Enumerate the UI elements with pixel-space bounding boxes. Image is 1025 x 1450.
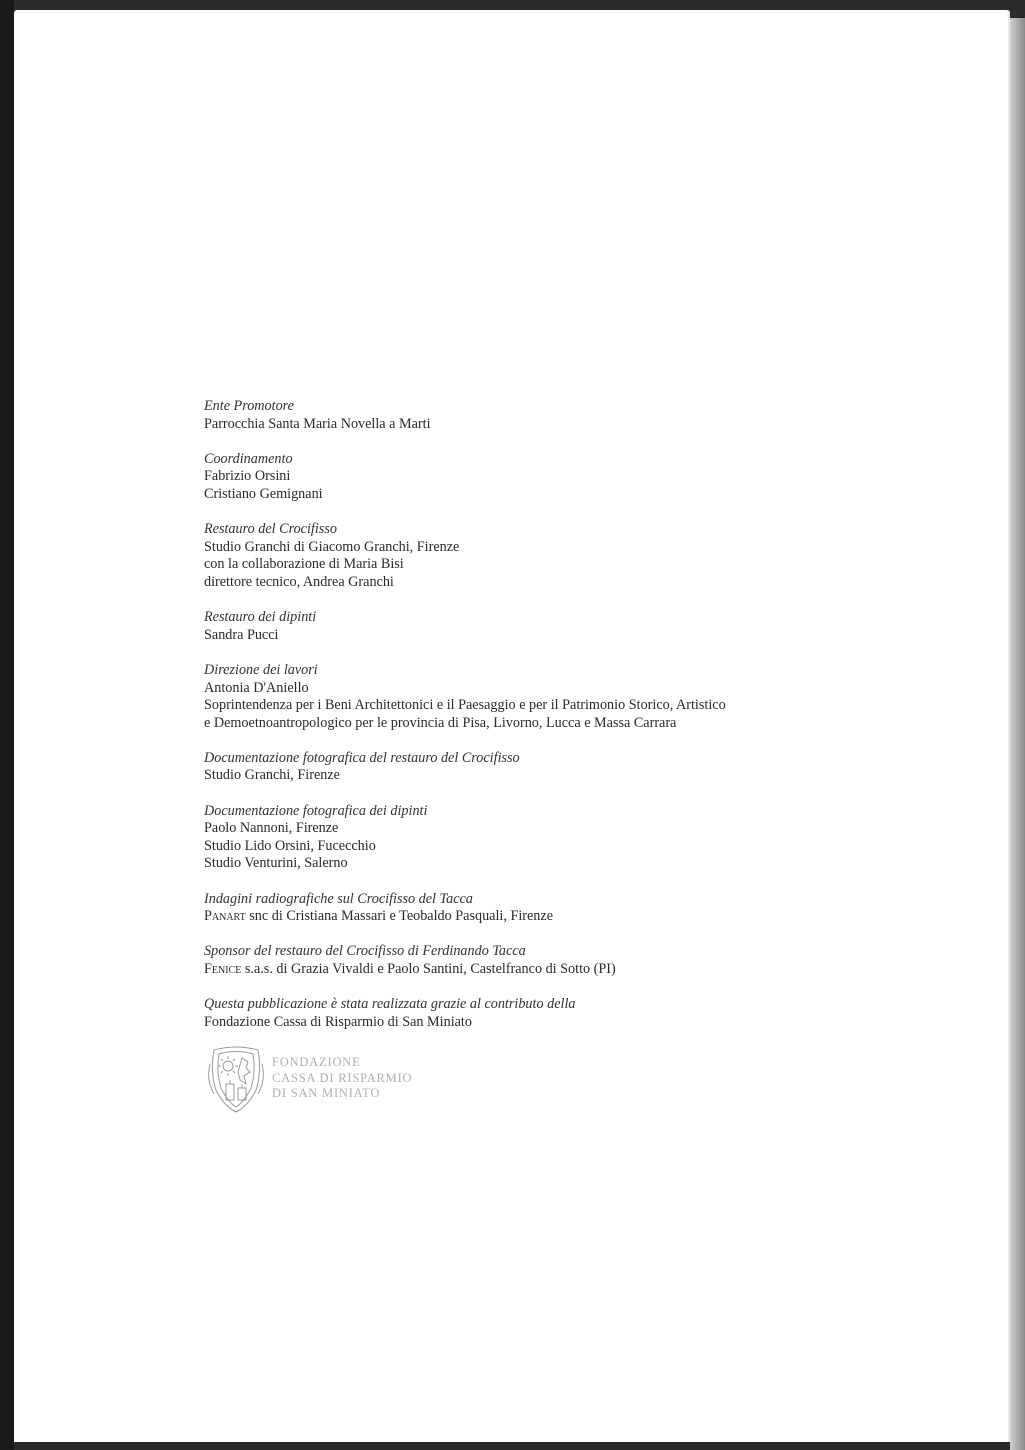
credit-pubblicazione [204, 996, 904, 1031]
credit-line: Fabrizio Orsini [204, 468, 291, 485]
credit-line: Studio Granchi di Giacomo Granchi, Firenze [204, 538, 460, 555]
credit-role: Documentazione fotografica del restauro del Crocifisso [204, 749, 520, 766]
credit-role: Coordinamento [204, 450, 293, 467]
company-name: Fenice [204, 961, 242, 977]
credit-role: Indagini radiografiche sul Crocifisso del Tacca [204, 890, 473, 907]
foundation-logo-text [272, 1055, 412, 1102]
scan-left-edge [0, 0, 14, 1450]
credit-line: Studio Granchi, Firenze [204, 767, 340, 784]
credit-line: Antonia D'Aniello [204, 679, 309, 696]
credit-line: con la collaborazione di Maria Bisi [204, 556, 404, 573]
credit-role: Questa pubblicazione è stata realizzata grazie al contributo della [204, 996, 576, 1013]
credits-list [204, 398, 904, 1049]
credit-line: Fondazione Cassa di Risparmio di San Miniato [204, 1013, 472, 1030]
credit-sponsor [204, 943, 904, 978]
credit-role: Sponsor del restauro del Crocifisso di Ferdinando Tacca [204, 943, 526, 960]
credit-line: direttore tecnico, Andrea Granchi [204, 573, 394, 590]
credit-documentazione-dipinti [204, 803, 904, 873]
company-detail: s.a.s. di Grazia Vivaldi e Paolo Santini, Castelfranco di Sotto (PI) [241, 961, 616, 977]
credit-line: Sandra Pucci [204, 626, 279, 643]
credit-line: Paolo Nannoni, Firenze [204, 820, 339, 837]
credit-role: Restauro del Crocifisso [204, 521, 337, 538]
credit-coordinamento [204, 451, 904, 504]
foundation-logo [206, 1044, 412, 1114]
credit-ente-promotore [204, 398, 904, 433]
crest-icon [206, 1044, 266, 1114]
company-detail: snc di Cristiana Massari e Teobaldo Pasquali, Firenze [245, 908, 553, 925]
logo-line: CASSA DI RISPARMIO [272, 1070, 413, 1085]
credit-line: Studio Venturini, Salerno [204, 855, 348, 872]
credit-line: Studio Lido Orsini, Fucecchio [204, 837, 376, 854]
credit-role: Documentazione fotografica dei dipinti [204, 802, 428, 819]
credit-restauro-dipinti [204, 609, 904, 644]
credit-line: Soprintendenza per i Beni Architettonici e il Paesaggio e per il Patrimonio Storico, Artistico [204, 697, 726, 714]
credit-line: e Demoetnoantropologico per le provincia di Pisa, Livorno, Lucca e Massa Carrara [204, 714, 677, 731]
credit-documentazione-restauro [204, 750, 904, 785]
credit-line [204, 961, 904, 979]
credit-role: Direzione dei lavori [204, 661, 318, 678]
credit-restauro-crocifisso [204, 521, 904, 591]
credit-line: Cristiano Gemignani [204, 485, 323, 502]
company-name: Panart [204, 908, 246, 925]
credit-indagini-radiografiche [204, 891, 904, 926]
credit-role: Restauro dei dipinti [204, 609, 317, 626]
credit-line: Parrocchia Santa Maria Novella a Marti [204, 415, 431, 432]
logo-line: DI SAN MINIATO [272, 1086, 381, 1100]
page-stack-edge [1010, 18, 1025, 1450]
credit-direzione-lavori [204, 662, 904, 732]
credit-role: Ente Promotore [204, 398, 294, 414]
credit-line [204, 908, 904, 926]
logo-line: FONDAZIONE [272, 1055, 361, 1069]
